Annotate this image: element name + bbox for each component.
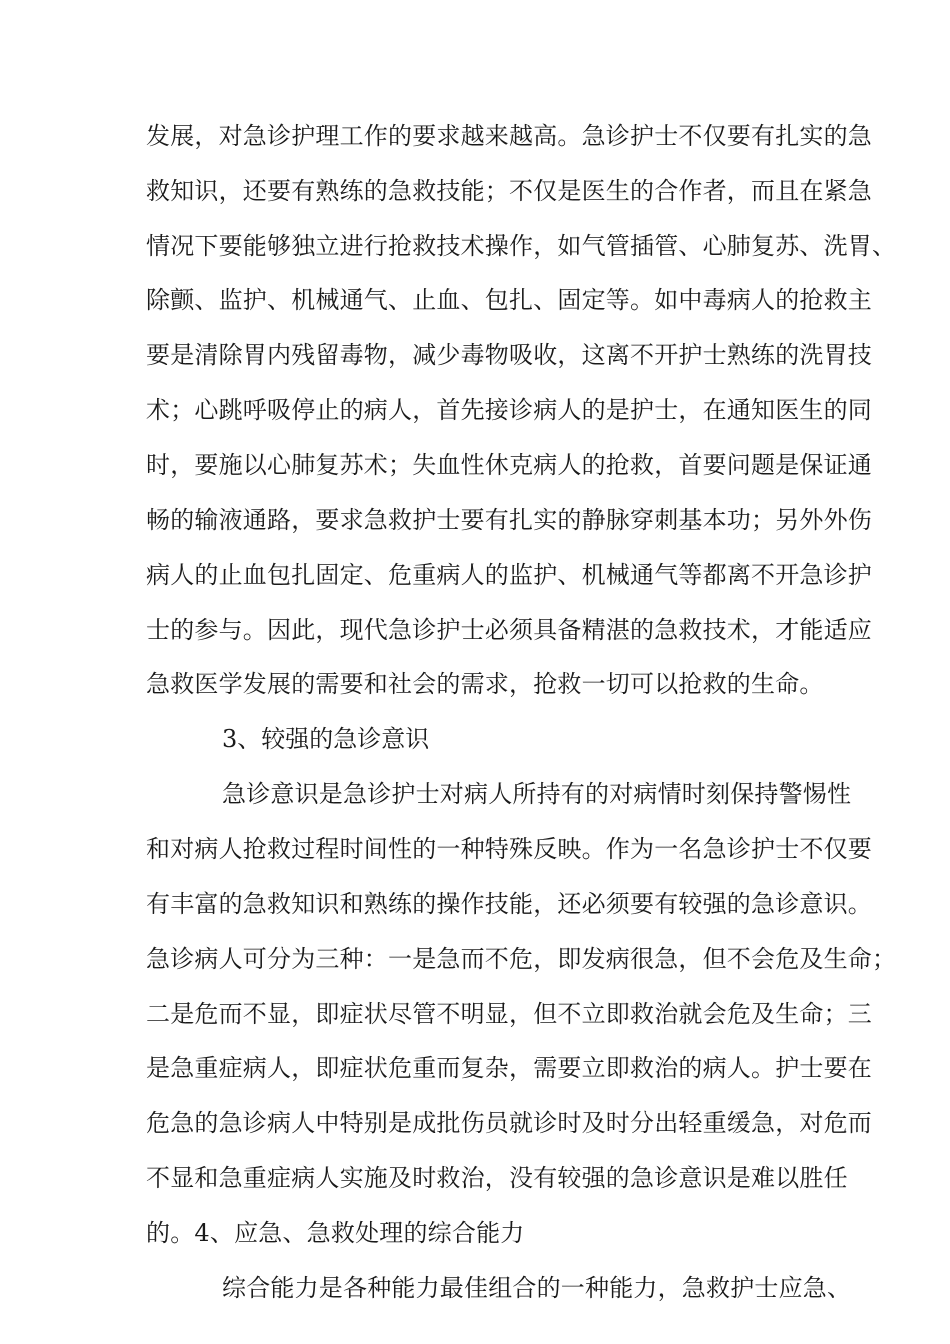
paragraph-line: 除颤、监护、机械通气、止血、包扎、固定等。如中毒病人的抢救主 [146,286,872,314]
paragraph-line: 救知识，还要有熟练的急救技能；不仅是医生的合作者，而且在紧急 [146,177,872,205]
paragraph-line: 有丰富的急救知识和熟练的操作技能，还必须要有较强的急诊意识。 [146,890,872,918]
section-heading: 3、较强的急诊意识 [222,725,430,753]
paragraph-line: 危急的急诊病人中特别是成批伤员就诊时及时分出轻重缓急，对危而 [146,1109,872,1137]
paragraph-line: 急诊意识是急诊护士对病人所持有的对病情时刻保持警惕性 [222,780,852,808]
paragraph-line: 发展，对急诊护理工作的要求越来越高。急诊护士不仅要有扎实的急 [146,122,872,150]
paragraph-line: 情况下要能够独立进行抢救技术操作，如气管插管、心肺复苏、洗胃、 [146,232,897,260]
paragraph-line: 和对病人抢救过程时间性的一种特殊反映。作为一名急诊护士不仅要 [146,835,872,863]
paragraph-line: 急诊病人可分为三种：一是急而不危，即发病很急，但不会危及生命； [146,945,897,973]
paragraph-line: 时，要施以心肺复苏术；失血性休克病人的抢救，首要问题是保证通 [146,451,872,479]
paragraph-line: 是急重症病人，即症状危重而复杂，需要立即救治的病人。护士要在 [146,1054,872,1082]
paragraph-line: 二是危而不显，即症状尽管不明显，但不立即救治就会危及生命；三 [146,1000,872,1028]
paragraph-line: 病人的止血包扎固定、危重病人的监护、机械通气等都离不开急诊护 [146,561,872,589]
paragraph-line: 不显和急重症病人实施及时救治，没有较强的急诊意识是难以胜任 [146,1164,848,1192]
paragraph-line: 畅的输液通路，要求急救护士要有扎实的静脉穿刺基本功；另外外伤 [146,506,872,534]
paragraph-line: 急救医学发展的需要和社会的需求，抢救一切可以抢救的生命。 [146,670,824,698]
paragraph-line: 术；心跳呼吸停止的病人，首先接诊病人的是护士，在通知医生的同 [146,396,872,424]
paragraph-line: 综合能力是各种能力最佳组合的一种能力，急救护士应急、 [222,1274,852,1302]
paragraph-line: 士的参与。因此，现代急诊护士必须具备精湛的急救技术，才能适应 [146,616,872,644]
paragraph-line: 要是清除胃内残留毒物，减少毒物吸收，这离不开护士熟练的洗胃技 [146,341,872,369]
paragraph-line: 的。4、应急、急救处理的综合能力 [146,1219,525,1247]
